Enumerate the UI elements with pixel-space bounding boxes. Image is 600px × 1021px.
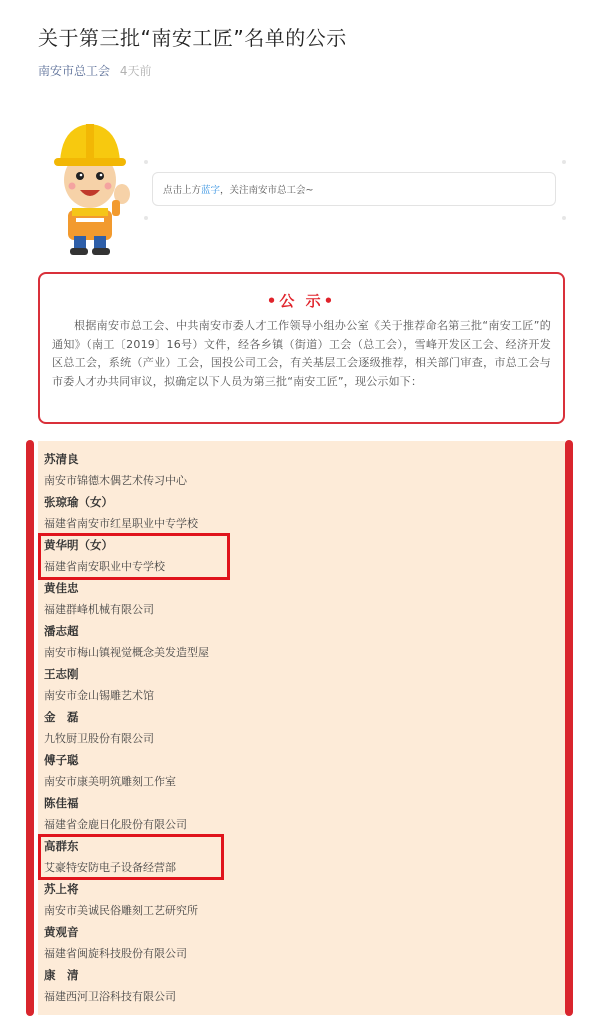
- person-name: 黄佳忠: [44, 581, 79, 595]
- person-organization: 福建省南安职业中专学校: [44, 560, 165, 573]
- blue-text-link[interactable]: 蓝字: [201, 185, 221, 196]
- person-name: 潘志超: [44, 624, 79, 638]
- person-organization: 福建西河卫浴科技有限公司: [44, 990, 176, 1003]
- person-name: 苏上将: [44, 882, 79, 896]
- person-name: 王志刚: [44, 667, 79, 681]
- list-item: [44, 492, 544, 535]
- notice-body: 根据南安市总工会、中共南安市委人才工作领导小组办公室《关于推荐命名第三批“南安工匠”的通知》（南工〔2019〕16号）文件，经各乡镇（街道）工会（总工会），雪峰开发区工会、经济开发区总工会，系统（产业）工会，国投公司工会，有关基层工会逐级推荐，相关部门审查，市总工会与市委人才办共同审议，拟确定以下人员为第三批“南安工匠”，现公示如下：: [52, 319, 551, 388]
- list-item: [44, 535, 544, 578]
- list-item: [44, 922, 544, 965]
- person-organization: 南安市美诚民俗雕刻工艺研究所: [44, 904, 198, 917]
- article-title: 关于第三批“南安工匠”名单的公示: [38, 26, 347, 50]
- left-decor-bar: [26, 440, 34, 1016]
- follow-prompt: [152, 172, 556, 206]
- list-item: [44, 664, 544, 707]
- person-name: 黄华明（女）: [44, 538, 113, 552]
- right-decor-bar: [565, 440, 573, 1016]
- person-name: 黄观音: [44, 925, 79, 939]
- person-organization: 福建省闽旋科技股份有限公司: [44, 947, 187, 960]
- person-organization: 南安市康美明筑雕刻工作室: [44, 775, 176, 788]
- notice-heading: •公 示•: [266, 292, 337, 310]
- list-item: [44, 707, 544, 750]
- publish-time: 4天前: [119, 64, 152, 78]
- notice-box: [38, 272, 565, 424]
- person-organization: 南安市锦德木偶艺术传习中心: [44, 474, 187, 487]
- person-organization: 福建省南安市红星职业中专学校: [44, 517, 198, 530]
- person-organization: 南安市梅山镇视觉概念美发造型屋: [44, 646, 209, 659]
- person-organization: 福建群峰机械有限公司: [44, 603, 154, 616]
- list-item: [44, 449, 544, 492]
- list-item: [44, 621, 544, 664]
- person-name: 康 清: [44, 968, 79, 982]
- follow-prefix: 点击上方: [163, 185, 202, 196]
- person-organization: 福建省金鹿日化股份有限公司: [44, 818, 187, 831]
- list-item: [44, 750, 544, 793]
- person-name: 金 磊: [44, 710, 79, 724]
- list-item: [44, 793, 544, 836]
- follow-suffix: ，关注南安市总工会~: [220, 185, 314, 196]
- person-name: 陈佳福: [44, 796, 79, 810]
- person-organization: 艾豪特安防电子设备经营部: [44, 861, 176, 874]
- list-item: [44, 965, 544, 1008]
- list-item: [44, 879, 544, 922]
- construction-worker-mascot-icon: [46, 118, 138, 258]
- person-name: 苏清良: [44, 452, 79, 466]
- article-meta: [38, 62, 151, 79]
- list-item: [44, 578, 544, 621]
- person-name: 高群东: [44, 839, 79, 853]
- person-name: 张琼瑜（女）: [44, 495, 113, 509]
- person-organization: 九牧厨卫股份有限公司: [44, 732, 154, 745]
- list-item: [44, 836, 544, 879]
- account-link[interactable]: 南安市总工会: [38, 64, 111, 78]
- craftsman-list: [44, 449, 544, 1008]
- person-organization: 南安市金山锡雕艺术馆: [44, 689, 154, 702]
- person-name: 傅子聪: [44, 753, 79, 767]
